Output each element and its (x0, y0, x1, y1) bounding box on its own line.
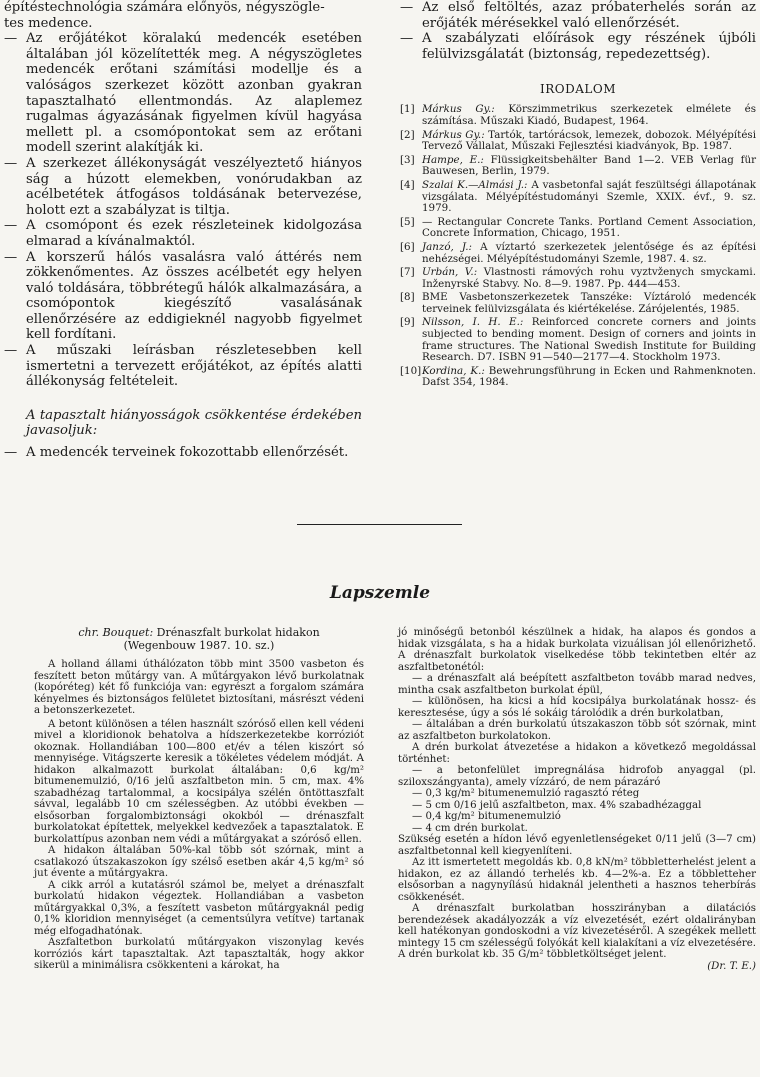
paragraph: A holland állami úthálózaton több mint 3500 vasbeton és feszített beton műtárgy van. A műtárgyakon lévő burkolatnak (kopóréteg) két fő funkciója van: egyrészt a forgalom számára kényelmes és biztonságos felületet biztosítani, másrészt védeni a betonszerkezetet. (34, 659, 364, 716)
top-left-column (4, 0, 362, 461)
list-item: — A szabályzati előírások egy részének újbóli felülvizsgálatát (biztonság, repedezettség). (400, 31, 756, 62)
review-left-column (34, 627, 364, 972)
paragraph: Szükség esetén a hídon lévő egyenletlenségeket 0/11 jelű (3—7 cm) aszfaltbetonnal kell kiegyenlíteni. (398, 834, 756, 857)
layer-item: — 5 cm 0/16 jelű aszfaltbeton, max. 4% szabadhézaggal (412, 799, 702, 811)
paragraph: A hidakon általában 50%-kal több sót szórnak, mint a csatlakozó útszakaszokon így szélső esetben akár 4,5 kg/m² só jut évente a műtárgyakra. (34, 845, 364, 879)
layer-item: — 0,3 kg/m² bitumenemulzió ragasztó réteg (412, 788, 640, 799)
section-title: Lapszemle (329, 583, 431, 603)
list-item: — A szerkezet állékonyságát veszélyeztető hiányos ság a húzott elemekben, vonórudakban az acélbetétek átfogásos toldásának betervezése, holott ezt a szabályzat is tiltja. (4, 155, 362, 218)
paragraph: jó minőségű betonból készülnek a hidak, ha alapos és gondos a hidak vizsgálata, s ha a hidak burkolata vizuálisan jól ellenőrizhető. A drénaszfalt burkolatok viselkedése több tekintetben eltér az aszfaltbetonétól: (398, 627, 756, 673)
list-item: — A csomópont és ezek részleteinek kidolgozása elmarad a kívánalmaktól. (4, 218, 362, 249)
review-title: Drénaszfalt burkolat hidakon (156, 626, 320, 639)
reference-item: [2] Márkus Gy.: Tartók, tartórácsok, lemezek, dobozok. Mélyépítési Tervező Vállalat, Műszaki Fejlesztési kiadványok, Bp. 1987. (400, 128, 756, 153)
reference-item: [1] Márkus Gy.: Körszimmetrikus szerkezetek elmélete és számítása. Műszaki Kiadó, Budapest, 1964. (400, 103, 756, 127)
list-item: — A műszaki leírásban részletesebben kell ismertetni a tervezett erőjátékot, az építés alatti állékonyság feltételeit. (4, 343, 362, 390)
paragraph: Aszfaltetbon burkolatú műtárgyakon viszonylag kevés korróziós kárt tapasztaltak. Azt tapasztalták, hogy akkor sikerül a minimálisra csökkenteni a károkat, ha (34, 937, 364, 971)
list-item: — Az erőjátékot köralakú medencék esetében általában jól közelítették meg. A négyszögletes medencék erőtani számítási modellje és a valóságos szerkezet között azonban gyakran tapasztalható ellentmondás. Az alaplemez rugalmas ágyazásának figyelmen kívül hagyása mellett pl. a csomópontokat sem az erőtani modell szerint alakítják ki. (4, 31, 362, 156)
dash-item: — általában a drén burkolatú útszakaszon több sót szórnak, mint az aszfaltbeton burkolatokon. (398, 719, 756, 742)
dash-item: — a drénaszfalt alá beépített aszfaltbeton tovább marad nedves, mintha csak aszfaltbeton burkolat épül, (398, 673, 756, 696)
reference-item: [5] — Rectangular Concrete Tanks. Portland Cement Association, Concrete Information, Chicago, 1951. (400, 215, 756, 240)
reference-item: [7] Urbán, V.: Vlastnosti rámových rohu vyztvženych smyckami. Inženyrské Stabvy. No. 8—9. 1987. Pp. 444—453. (400, 266, 756, 290)
text-line: tes medence. (4, 15, 93, 31)
review-right-column (398, 627, 756, 972)
reference-item: [8] BME Vasbetonszerkezetek Tanszéke: Víztároló medencék terveinek felülvizsgálata és kiértékelése. Zárójelentés, 1985. (400, 291, 756, 315)
top-right-column (400, 0, 756, 391)
reference-item: [3] Hampe, E.: Flüssigkeitsbehälter Band 1—2. VEB Verlag für Bauwesen, Berlin, 1979. (400, 153, 756, 178)
reference-item: [10] Kordina, K.: Bewehrungsführung in Ecken und Rahmenknoten. Dafst 354, 1984. (400, 364, 756, 389)
layer-item: — a betonfelület impregnálása hidrofob anyaggal (pl. sziloxszángyanta), amely vízzáró, de nem párazáró (398, 765, 756, 788)
dash-item: — különösen, ha kicsi a híd kocsipálya burkolatának hossz- és keresztesése, úgy a sós lé sokáig tárolódik a drén burkolatban, (398, 696, 756, 719)
list-item: — Az első feltöltés, azaz próbaterhelés során az erőjáték mérésekkel való ellenőrzését. (400, 0, 756, 31)
layer-item: — 0,4 kg/m² bitumenemulzió (412, 811, 561, 822)
section-divider (297, 524, 462, 525)
reference-item: [4] Szalai K.—Almási J.: A vasbetonfal saját feszültségi állapotának vizsgálata. Mélyépítéstudományi Szemle, XXIX. évf., 9. sz. 1979. (400, 178, 756, 215)
text-line: építéstechnológia számára előnyös, négyszögle- (4, 0, 325, 15)
layer-item: — 4 cm drén burkolat. (412, 822, 528, 834)
paragraph: A cikk arról a kutatásról számol be, melyet a drénaszfalt burkolatú hidakon végeztek. Hollandiában a vasbeton műtárgyakkal 0,3%, a feszített vasbeton műtárgyaknál pedig 0,1% kloridion mennyiséget (a cementsúlyra vetítve) tartanak még elfogadhatónak. (34, 879, 364, 937)
paragraph: A drénaszfalt burkolatban hosszirányban a dilatációs berendezések akadályozzák a víz elvezetését, ezért oldalirányban kell hatékonyan gondoskodni a víz kivezetéséről. A szegékek mellett mintegy 15 cm szélességű folyókát kell kialakítani a víz elvezetésére. A drén burkolat kb. 35 G/m² többletköltséget jelent. (398, 903, 756, 960)
list-item: — A korszerű hálós vasalásra való áttérés nem zökkenőmentes. Az összes acélbetét egy helyen való toldására, többrétegű hálók alkalmazására, a csomópontok kiegészítő vasalásának ellenőrzésére az eddigieknél nagyobb figyelmet kell fordítani. (4, 249, 362, 343)
reference-item: [9] Nilsson, I. H. E.: Reinforced concrete corners and joints subjected to bending moment. Design of corners and joints in frame structures. The National Swedish Institute for Building Research. D7. ISBN 91—540—2177—4. Stockholm 1973. (400, 316, 756, 364)
paragraph: Az itt ismertetett megoldás kb. 0,8 kN/m² többletterhelést jelent a hidakon, ez az állandó terhelés kb. 4—2%-a. Ez a többletteher elsősorban a nagynyílású hidaknál jelentheti a hasznos teherbírás csökkenését. (398, 857, 756, 903)
proposal-intro: A tapasztalt hiányosságok csökkentése érdekében javasoljuk: (26, 407, 362, 439)
references-title: IRODALOM (540, 82, 616, 97)
list-item: — A medencék terveinek fokozottabb ellenőrzését. (4, 445, 349, 461)
references-list (400, 104, 756, 389)
paragraph: A betont különösen a télen használt szóróső ellen kell védeni mivel a kloridionok behatolva a hídszerkezetekbe korróziót okoznak. Hollandiában 100—800 et/év a télen kiszórt só mennyisége. Vitágszerte keresik a tökéletes védelem módját. A hidakon alkalmazott burkolat általában: 0,6 kg/m² bitumenemulzió, 0/16 jelű aszfaltbeton min. 5 cm, max. 4% szabadhézag tartalommal, a kocsipálya szélén öntöttaszfalt sávval, legalább 10 cm szélességben. Az utóbbi években — elsősorban forgalombiztonsági okokból — drénaszfalt burkolatokat építettek, melyekkel kedvezőek a tapasztalatok. E burkolattípus azonban nem védi a műtárgyakat a szóróső ellen. (34, 718, 364, 845)
review-source: (Wegenbouw 1987. 10. sz.) (123, 638, 275, 652)
review-heading (34, 627, 364, 652)
reference-item: [6] Janzó, J.: A víztartó szerkezetek jelentősége és az építési nehézségei. Mélyépítéstudományi Szemle, 1987. 4. sz. (400, 240, 756, 265)
review-author: chr. Bouquet: (78, 626, 154, 639)
signature: (Dr. T. E.) (707, 960, 756, 972)
paragraph: A drén burkolat átvezetése a hidakon a következő megoldással történhet: (398, 742, 756, 765)
